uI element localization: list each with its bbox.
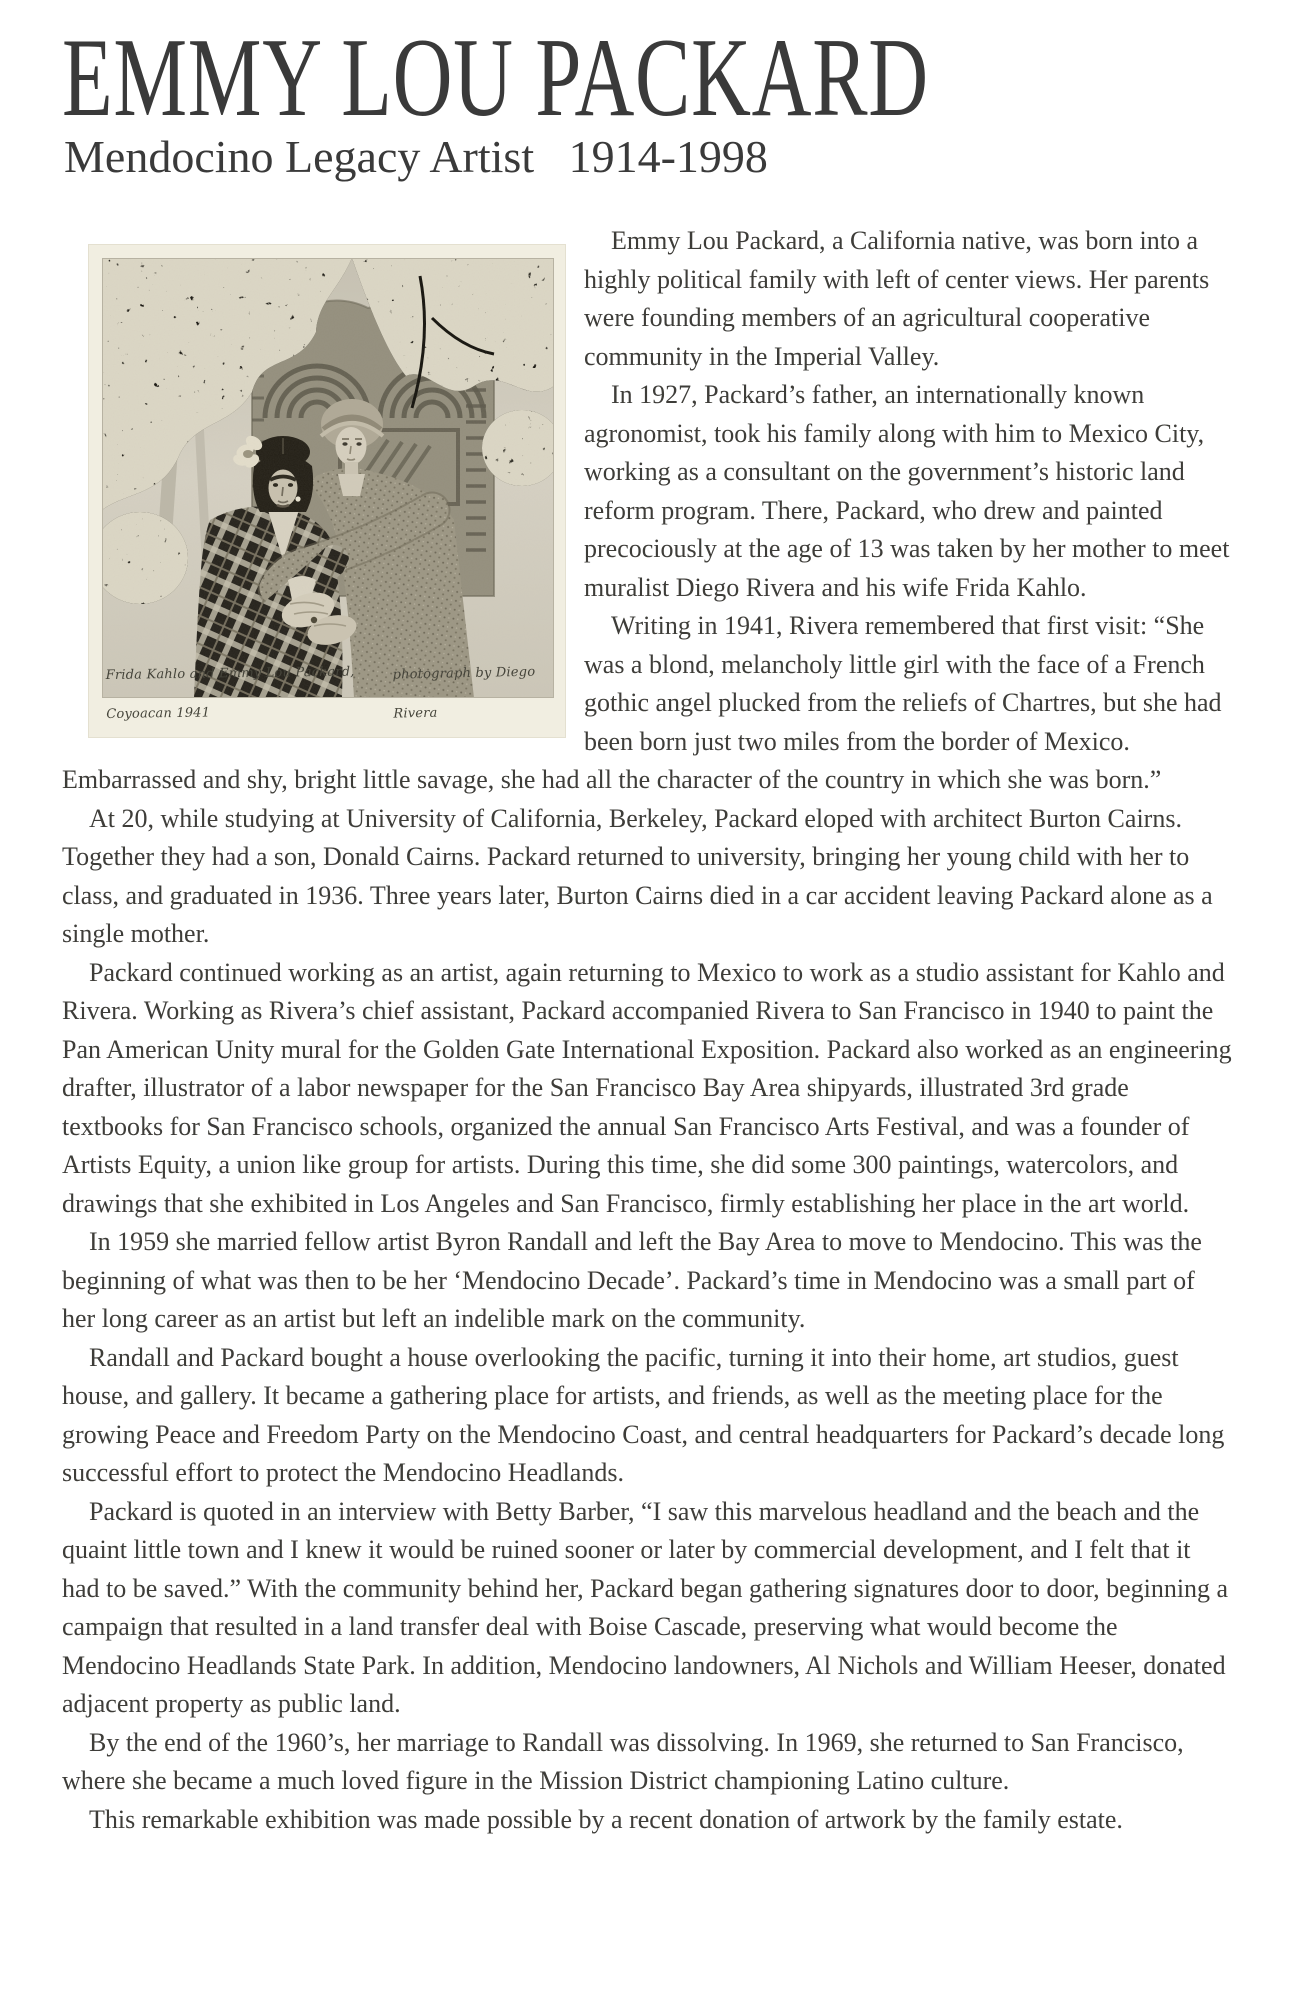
page-title-text: EMMY LOU PACKARD — [62, 16, 929, 140]
photo-caption-left: Frida Kahlo and Emmy Lou Packard, Coyoacan 1941 — [105, 664, 355, 722]
paragraph: This remarkable exhibition was made possible by a recent donation of artwork by the family estate. — [89, 1804, 1123, 1834]
frida-emmy-photograph — [102, 258, 554, 698]
article — [62, 222, 1234, 1839]
paragraph: At 20, while studying at University of California, Berkeley, Packard eloped with architect Burton Cairns. Together they had a son, Donald Cairns. Packard returned to university, bringing her young child with her to class, and graduated in 1936. Three years later, Burton Cairns died in a car accident leaving Packard alone as a single mother. — [62, 803, 1213, 948]
page-title — [62, 16, 1234, 140]
paragraph: Packard continued working as an artist, again returning to Mexico to work as a studio assistant for Kahlo and Rivera. Working as Rivera’s chief assistant, Packard accompanied Rivera to San Francisco in 1940 to paint the Pan American Unity mural for the Golden Gate International Exposition. Packard also worked as an engineering drafter, illustrator of a labor newspaper for the San Francisco Bay Area shipyards, illustrated 3rd grade textbooks for San Francisco schools, organized the annual San Francisco Arts Festival, and was a founder of Artists Equity, a union like group for artists. During this time, she did some 300 paintings, watercolors, and drawings that she exhibited in Los Angeles and San Francisco, firmly establishing her place in the art world. — [62, 957, 1232, 1218]
photo-caption — [102, 664, 552, 732]
paragraph: Writing in 1941, Rivera remembered that first visit: “She was a blond, melancholy little girl with the face of a French gothic angel plucked from the reliefs of Chartres, but she had been born just two miles from the border of Mexico. Embarrassed and shy, bright little savage, she had all the character of the country in which she was born.” — [62, 611, 1222, 794]
page-subtitle: Mendocino Legacy Artist 1914-1998 — [64, 131, 768, 182]
paragraph: Randall and Packard bought a house overlooking the pacific, turning it into their home, art studios, guest house, and gallery. It became a gathering place for artists, and friends, as well as the meeting place for the growing Peace and Freedom Party on the Mendocino Coast, and central headquarters for Packard’s decade long successful effort to protect the Mendocino Headlands. — [62, 1342, 1225, 1487]
paragraph: In 1927, Packard’s father, an internationally known agronomist, took his family along with him to Mexico City, working as a consultant on the government’s historic land reform program. There, Packard, who drew and painted precociously at the age of 13 was taken by her mother to meet muralist Diego Rivera and his wife Frida Kahlo. — [584, 380, 1230, 602]
paragraph: In 1959 she married fellow artist Byron Randall and left the Bay Area to move to Mendocino. This was the beginning of what was then to be her ‘Mendocino Decade’. Packard’s time in Mendocino was a small part of her long career as an artist but left an indelible mark on the community. — [62, 1227, 1202, 1333]
photo-figure — [88, 244, 566, 738]
paragraph: Packard is quoted in an interview with Betty Barber, “I saw this marvelous headland and the beach and the quaint little town and I knew it would be ruined sooner or later by commercial development, and I felt that it had to be saved.” With the community behind her, Packard began gathering signatures door to door, beginning a campaign that resulted in a land transfer deal with Boise Cascade, preserving what would become the Mendocino Headlands State Park. In addition, Mendocino landowners, Al Nichols and William Heeser, donated adjacent property as public land. — [62, 1496, 1229, 1718]
photo-caption-right: photograph by Diego Rivera — [392, 664, 536, 722]
paragraph: Emmy Lou Packard, a California native, was born into a highly political family with left of center views. Her parents were founding members of an agricultural cooperative community in the Imperial Valley. — [584, 226, 1210, 371]
paragraph: By the end of the 1960’s, her marriage to Randall was dissolving. In 1969, she returned to San Francisco, where she became a much loved figure in the Mission District championing Latino culture. — [62, 1727, 1184, 1795]
